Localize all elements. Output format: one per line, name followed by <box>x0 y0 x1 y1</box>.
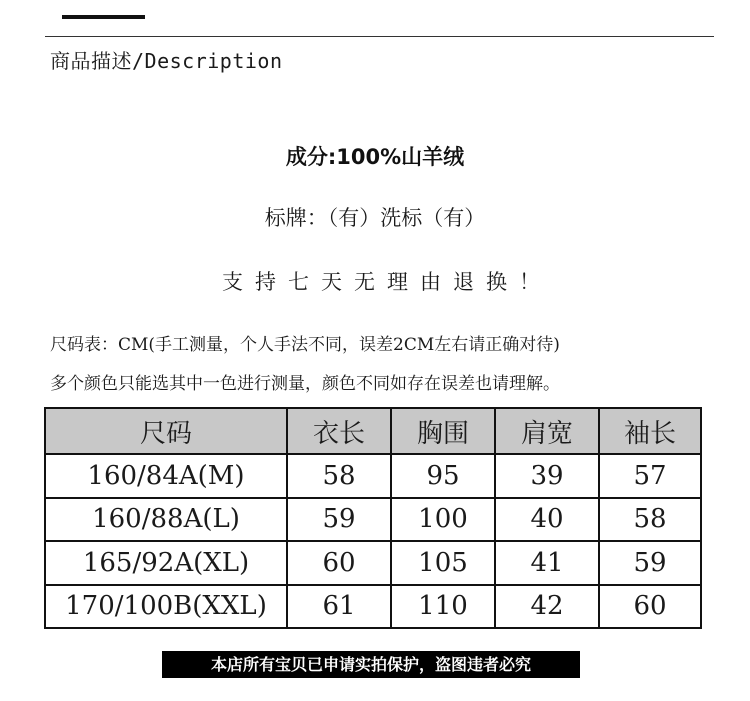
table-row <box>45 498 701 542</box>
table-header-row <box>45 408 701 454</box>
composition-text: 成分:100%山羊绒 <box>285 145 465 169</box>
cell-shoulder: 41 <box>495 541 599 585</box>
section-title: 商品描述/Description <box>50 49 283 73</box>
cell-sleeve: 58 <box>599 498 701 542</box>
cell-sleeve: 60 <box>599 585 701 629</box>
size-chart-note: 尺码表：CM(手工测量，个人手法不同，误差2CM左右请正确对待) <box>50 335 560 355</box>
header-chest: 胸围 <box>391 408 495 454</box>
cell-shoulder: 40 <box>495 498 599 542</box>
cell-chest: 95 <box>391 454 495 498</box>
table-row <box>45 454 701 498</box>
header-size: 尺码 <box>45 408 287 454</box>
cell-shoulder: 39 <box>495 454 599 498</box>
header-sleeve: 袖长 <box>599 408 701 454</box>
header-length: 衣长 <box>287 408 391 454</box>
size-table <box>44 407 702 629</box>
cell-length: 61 <box>287 585 391 629</box>
cell-size: 160/84A(M) <box>45 454 287 498</box>
cell-sleeve: 59 <box>599 541 701 585</box>
cell-length: 58 <box>287 454 391 498</box>
cell-length: 59 <box>287 498 391 542</box>
brand-label-text: 标牌：（有）洗标（有） <box>264 206 486 230</box>
cell-chest: 100 <box>391 498 495 542</box>
cell-chest: 105 <box>391 541 495 585</box>
cell-size: 170/100B(XXL) <box>45 585 287 629</box>
title-divider <box>45 36 714 37</box>
cell-size: 165/92A(XL) <box>45 541 287 585</box>
cell-chest: 110 <box>391 585 495 629</box>
title-accent-bar <box>62 15 145 19</box>
header-shoulder: 肩宽 <box>495 408 599 454</box>
table-row <box>45 541 701 585</box>
copyright-banner: 本店所有宝贝已申请实拍保护，盗图违者必究 <box>162 651 580 678</box>
color-measure-note: 多个颜色只能选其中一色进行测量，颜色不同如存在误差也请理解。 <box>50 374 560 394</box>
table-row <box>45 585 701 629</box>
cell-sleeve: 57 <box>599 454 701 498</box>
cell-shoulder: 42 <box>495 585 599 629</box>
cell-length: 60 <box>287 541 391 585</box>
return-policy-text: 支持七天无理由退换！ <box>222 270 552 294</box>
cell-size: 160/88A(L) <box>45 498 287 542</box>
